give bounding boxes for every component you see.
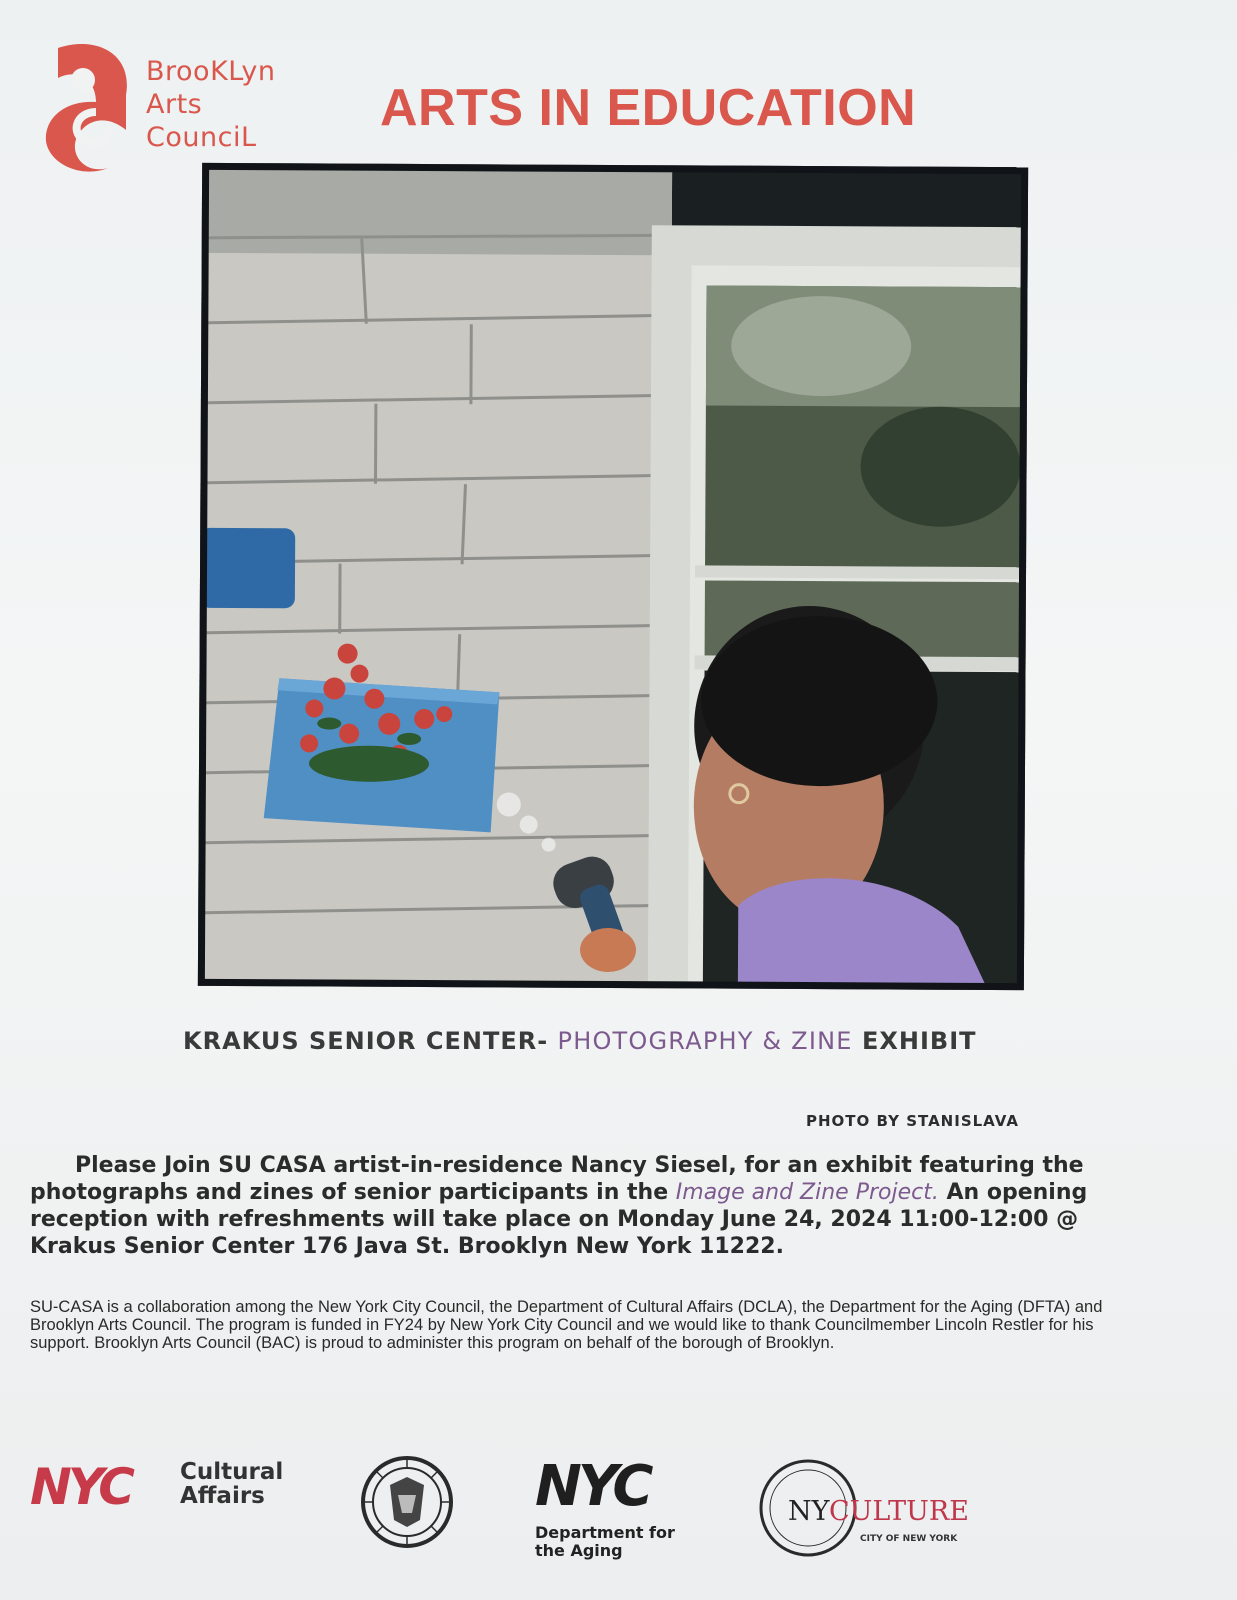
nyc-mark-black: NYC	[535, 1454, 650, 1519]
affairs-line: Affairs	[180, 1483, 265, 1509]
nyculture-logo	[762, 1456, 1002, 1566]
org-name-line3: CounciL	[146, 122, 257, 153]
nyc-cultural-affairs-logo	[30, 1452, 300, 1522]
photo-credit: PHOTO BY STANISLAVA	[806, 1112, 1019, 1130]
nyculture-ny: NY	[788, 1496, 829, 1527]
invitation-text-b: An opening reception with refreshments will take place on Monday June 24, 2024 11:00-12:00 @ Krakus Senior Center 176 Java St. Brooklyn New York 11222.	[30, 1180, 1088, 1259]
org-name-line2: Arts	[146, 89, 203, 120]
nyculture-subtitle: CITY OF NEW YORK	[860, 1534, 958, 1544]
exhibit-photo	[198, 163, 1028, 990]
exhibit-title	[183, 1027, 1063, 1055]
dfta-text	[535, 1524, 675, 1560]
dfta-line1: Department for	[535, 1523, 675, 1542]
city-seal-icon	[360, 1455, 454, 1549]
org-name	[146, 55, 275, 154]
invitation-paragraph	[30, 1152, 1090, 1260]
cultural-affairs-text	[180, 1460, 283, 1508]
page-headline: ARTS IN EDUCATION	[380, 79, 917, 137]
exhibit-title-suffix: EXHIBIT	[852, 1027, 977, 1055]
exhibit-title-venue: KRAKUS SENIOR CENTER-	[183, 1027, 558, 1055]
dfta-line2: the Aging	[535, 1541, 623, 1560]
nyculture-wordmark	[788, 1496, 969, 1527]
exhibit-title-subject: PHOTOGRAPHY & ZINE	[557, 1027, 853, 1055]
org-name-line1: BrooKLyn	[146, 56, 276, 87]
department-for-the-aging-logo	[535, 1454, 705, 1560]
nyculture-culture: CULTURE	[828, 1496, 969, 1527]
cultural-line: Cultural	[180, 1459, 284, 1485]
funding-statement: SU-CASA is a collaboration among the New York City Council, the Department of Cultural Affairs (DCLA), the Department for the Aging (DFTA) and Brooklyn Arts Council. The program is funded in FY24 by New York City Council and we would like to thank Councilmember Lincoln Restler for his support. Brooklyn Arts Council (BAC) is proud to administer this program on behalf of the borough of Brooklyn.	[30, 1298, 1103, 1352]
invitation-text-a: Please Join SU CASA artist-in-residence Nancy Siesel, for an exhibit featuring the photographs and zines of senior participants in the	[30, 1153, 1084, 1205]
brooklyn-arts-council-logo	[38, 40, 138, 180]
nyc-mark-red: NYC	[30, 1458, 131, 1516]
project-name: Image and Zine Project.	[675, 1180, 939, 1205]
